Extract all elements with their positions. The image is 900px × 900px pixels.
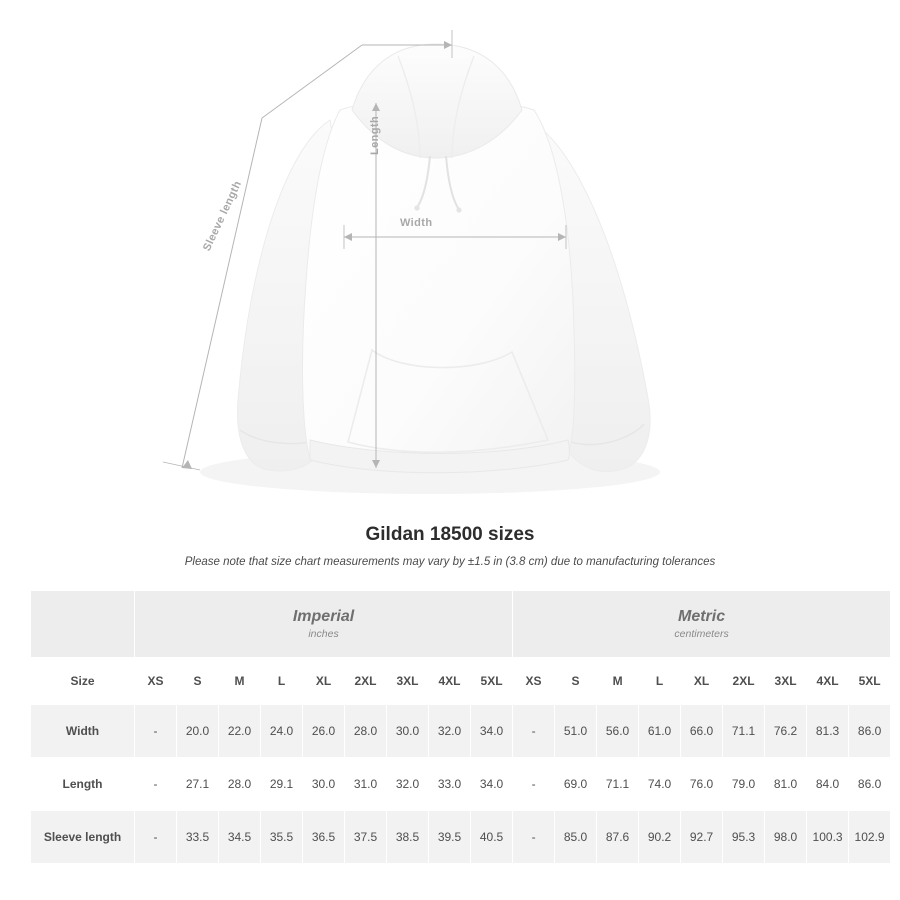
size-header-metric-3xl: 3XL: [765, 658, 807, 705]
row-label-length: Length: [31, 758, 135, 811]
size-header-metric-s: S: [555, 658, 597, 705]
cell-length-metric-s: 69.0: [555, 758, 597, 811]
page-title: Gildan 18500 sizes: [365, 524, 535, 545]
cell-width-metric-5xl: 86.0: [849, 705, 891, 758]
row-label-width: Width: [31, 705, 135, 758]
unit-header-row: [31, 591, 891, 658]
cell-length-metric-xs: -: [513, 758, 555, 811]
size-header-metric-4xl: 4XL: [807, 658, 849, 705]
cell-length-metric-l: 74.0: [639, 758, 681, 811]
cell-sleeve-metric-xl: 92.7: [681, 811, 723, 864]
unit-header-imperial: [135, 591, 513, 658]
table-row: [31, 758, 891, 811]
cell-length-metric-3xl: 81.0: [765, 758, 807, 811]
cell-width-imperial-4xl: 32.0: [429, 705, 471, 758]
cell-width-metric-2xl: 71.1: [723, 705, 765, 758]
cell-width-imperial-2xl: 28.0: [345, 705, 387, 758]
cell-sleeve-imperial-2xl: 37.5: [345, 811, 387, 864]
size-header-metric-xs: XS: [513, 658, 555, 705]
cell-sleeve-imperial-3xl: 38.5: [387, 811, 429, 864]
size-header-imperial-m: M: [219, 658, 261, 705]
size-header-imperial-s: S: [177, 658, 219, 705]
size-header-metric-m: M: [597, 658, 639, 705]
size-header-imperial-3xl: 3XL: [387, 658, 429, 705]
cell-width-imperial-5xl: 34.0: [471, 705, 513, 758]
cell-width-imperial-xl: 26.0: [303, 705, 345, 758]
cell-sleeve-metric-3xl: 98.0: [765, 811, 807, 864]
width-dimension-label: Width: [400, 217, 433, 229]
unit-header-spacer: [31, 591, 135, 658]
cell-length-imperial-3xl: 32.0: [387, 758, 429, 811]
size-header-metric-l: L: [639, 658, 681, 705]
size-header-imperial-5xl: 5XL: [471, 658, 513, 705]
cell-length-metric-m: 71.1: [597, 758, 639, 811]
cell-sleeve-metric-s: 85.0: [555, 811, 597, 864]
size-header-imperial-xs: XS: [135, 658, 177, 705]
size-header-label: Size: [31, 658, 135, 705]
cell-width-metric-xs: -: [513, 705, 555, 758]
chart-header: [0, 524, 900, 568]
cell-sleeve-imperial-xl: 36.5: [303, 811, 345, 864]
tolerance-note: Please note that size chart measurements may vary by ±1.5 in (3.8 cm) due to manufacturing tolerances: [184, 556, 716, 568]
cell-length-imperial-4xl: 33.0: [429, 758, 471, 811]
size-header-imperial-xl: XL: [303, 658, 345, 705]
cell-width-metric-l: 61.0: [639, 705, 681, 758]
cell-length-imperial-2xl: 31.0: [345, 758, 387, 811]
cell-width-imperial-m: 22.0: [219, 705, 261, 758]
cell-sleeve-imperial-4xl: 39.5: [429, 811, 471, 864]
cell-length-metric-4xl: 84.0: [807, 758, 849, 811]
size-header-row: [31, 658, 891, 705]
length-dimension-label: Length: [369, 115, 381, 155]
table-row: [31, 705, 891, 758]
cell-length-imperial-m: 28.0: [219, 758, 261, 811]
metric-system-label: Metric: [678, 608, 726, 625]
cell-length-metric-xl: 76.0: [681, 758, 723, 811]
cell-width-metric-xl: 66.0: [681, 705, 723, 758]
cell-sleeve-metric-xs: -: [513, 811, 555, 864]
size-table: [30, 590, 891, 864]
cell-width-imperial-s: 20.0: [177, 705, 219, 758]
cell-length-imperial-5xl: 34.0: [471, 758, 513, 811]
cell-length-imperial-l: 29.1: [261, 758, 303, 811]
cell-width-imperial-3xl: 30.0: [387, 705, 429, 758]
cell-width-imperial-l: 24.0: [261, 705, 303, 758]
cell-sleeve-metric-5xl: 102.9: [849, 811, 891, 864]
cell-length-imperial-xl: 30.0: [303, 758, 345, 811]
cell-width-metric-3xl: 76.2: [765, 705, 807, 758]
size-header-imperial-l: L: [261, 658, 303, 705]
cell-sleeve-metric-l: 90.2: [639, 811, 681, 864]
size-header-imperial-2xl: 2XL: [345, 658, 387, 705]
size-header-imperial-4xl: 4XL: [429, 658, 471, 705]
imperial-unit-label: inches: [308, 628, 339, 640]
cell-width-metric-m: 56.0: [597, 705, 639, 758]
cell-length-imperial-s: 27.1: [177, 758, 219, 811]
size-header-metric-xl: XL: [681, 658, 723, 705]
cell-sleeve-imperial-5xl: 40.5: [471, 811, 513, 864]
unit-header-metric: [513, 591, 891, 658]
imperial-system-label: Imperial: [292, 608, 355, 625]
metric-unit-label: centimeters: [674, 628, 729, 640]
size-header-metric-2xl: 2XL: [723, 658, 765, 705]
cell-sleeve-metric-m: 87.6: [597, 811, 639, 864]
cell-sleeve-imperial-s: 33.5: [177, 811, 219, 864]
size-header-metric-5xl: 5XL: [849, 658, 891, 705]
cell-sleeve-imperial-l: 35.5: [261, 811, 303, 864]
cell-width-metric-4xl: 81.3: [807, 705, 849, 758]
cell-width-imperial-xs: -: [135, 705, 177, 758]
cell-length-imperial-xs: -: [135, 758, 177, 811]
cell-sleeve-imperial-m: 34.5: [219, 811, 261, 864]
cell-width-metric-s: 51.0: [555, 705, 597, 758]
cell-sleeve-metric-4xl: 100.3: [807, 811, 849, 864]
cell-length-metric-5xl: 86.0: [849, 758, 891, 811]
cell-sleeve-metric-2xl: 95.3: [723, 811, 765, 864]
size-table-container: [30, 590, 885, 864]
table-row: [31, 811, 891, 864]
cell-sleeve-imperial-xs: -: [135, 811, 177, 864]
sleeve-length-dimension-label: Sleeve length: [201, 179, 245, 254]
row-label-sleeve-length: Sleeve length: [31, 811, 135, 864]
cell-length-metric-2xl: 79.0: [723, 758, 765, 811]
